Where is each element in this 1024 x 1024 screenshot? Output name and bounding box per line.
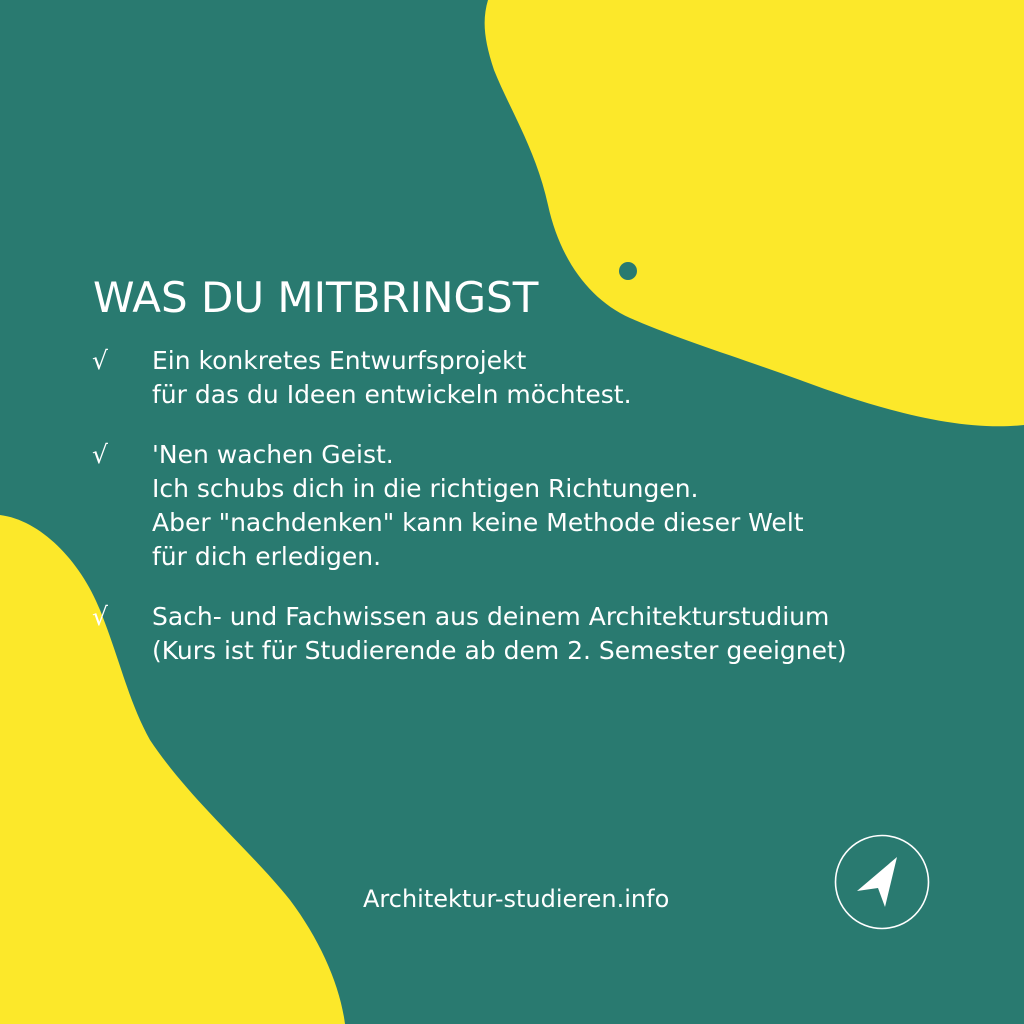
list-item xyxy=(92,438,847,574)
checkmark-icon: √ xyxy=(92,346,108,375)
website-link[interactable]: Architektur-studieren.info xyxy=(363,885,670,913)
item-line: für das du Ideen entwickeln möchtest. xyxy=(152,380,632,409)
item-line: für dich erledigen. xyxy=(152,542,382,571)
item-line: Ein konkretes Entwurfsprojekt xyxy=(152,346,527,375)
accent-dot xyxy=(619,262,637,280)
list-item xyxy=(92,344,847,412)
item-line: Aber "nachdenken" kann keine Methode dieser Welt xyxy=(152,508,804,537)
item-line: (Kurs ist für Studierende ab dem 2. Semester geeignet) xyxy=(152,636,847,665)
item-line: Ich schubs dich in die richtigen Richtungen. xyxy=(152,474,699,503)
list-item xyxy=(92,600,847,668)
page-title: WAS DU MITBRINGST xyxy=(93,273,539,322)
requirements-list xyxy=(92,344,847,668)
checkmark-icon: √ xyxy=(92,440,108,469)
item-line: 'Nen wachen Geist. xyxy=(152,440,394,469)
checkmark-icon: √ xyxy=(92,602,108,631)
item-line: Sach- und Fachwissen aus deinem Architekturstudium xyxy=(152,602,830,631)
navigation-arrow-icon xyxy=(833,833,931,931)
